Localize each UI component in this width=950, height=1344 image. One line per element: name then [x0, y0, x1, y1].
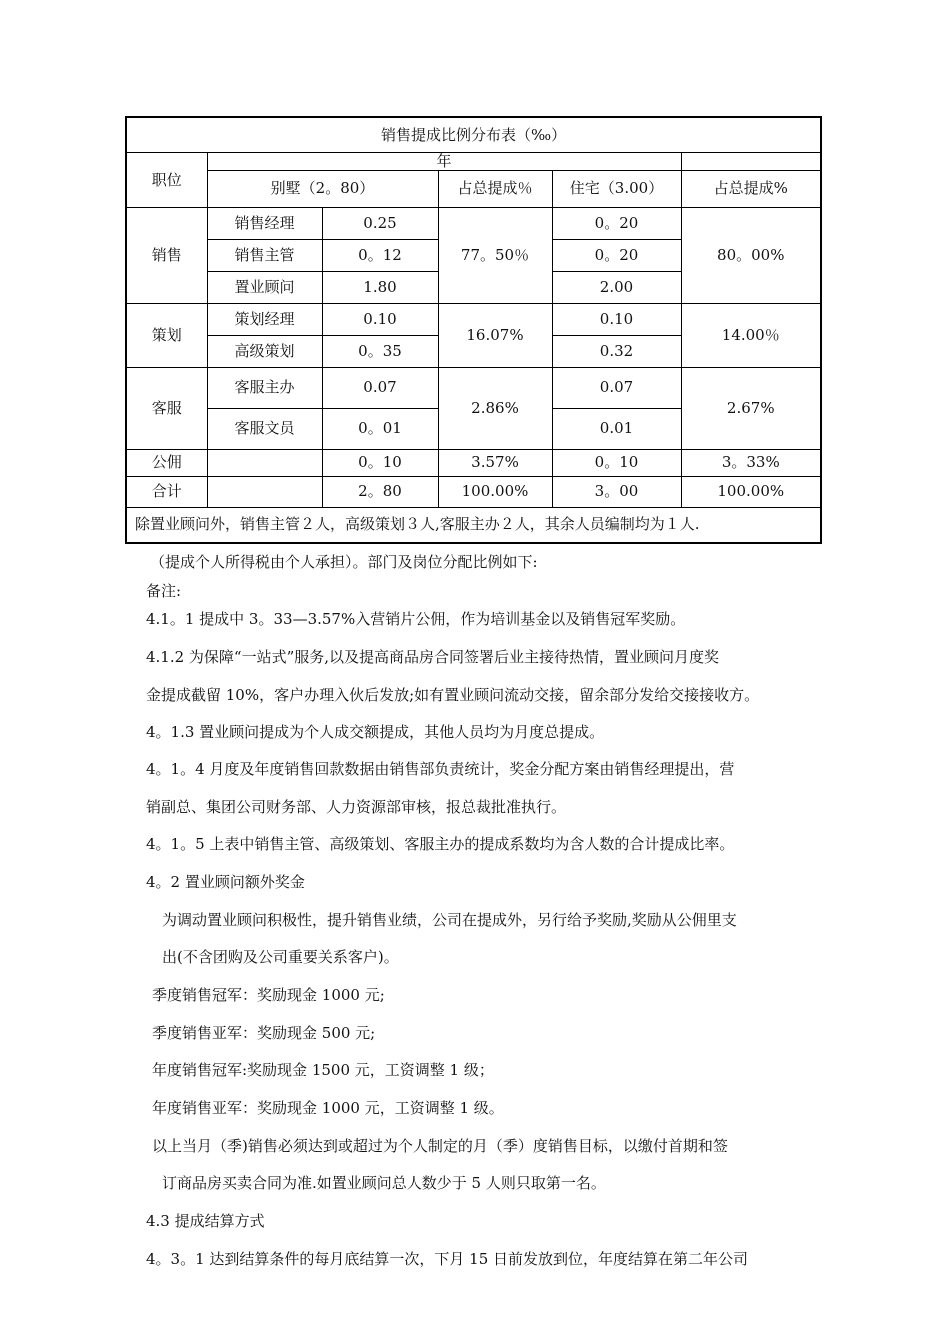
empty-cell	[207, 476, 322, 507]
paragraph-line: 备注:	[146, 582, 182, 600]
group-label-sales: 销售	[126, 207, 207, 303]
house-share-cell: 14.00％	[681, 303, 821, 367]
house-rate-cell: 0.01	[552, 408, 681, 449]
villa-rate-cell: 0.07	[322, 367, 438, 408]
villa-rate-cell: 0。12	[322, 239, 438, 271]
empty-cell	[207, 449, 322, 476]
house-rate-cell: 0。20	[552, 239, 681, 271]
paragraph-line: 年度销售冠军:奖励现金 1500 元，工资调整 1 级；	[152, 1061, 494, 1079]
house-rate-cell: 2.00	[552, 271, 681, 303]
role-cell: 策划经理	[207, 303, 322, 335]
house-share-cell: 2.67%	[681, 367, 821, 449]
house-header: 住宅（3.00）	[552, 170, 681, 207]
commission-rate-table	[125, 116, 822, 544]
paragraph-line: 为调动置业顾问积极性，提升销售业绩，公司在提成外，另行给予奖励,奖励从公佣里支	[162, 911, 737, 929]
house-share-cell: 100.00%	[681, 476, 821, 507]
role-cell: 销售主管	[207, 239, 322, 271]
table-title: 销售提成比例分布表（‰）	[126, 117, 821, 153]
house-rate-cell: 0.32	[552, 335, 681, 367]
villa-rate-cell: 0。35	[322, 335, 438, 367]
group-label-service: 客服	[126, 367, 207, 449]
role-cell: 置业顾问	[207, 271, 322, 303]
villa-rate-cell: 0.25	[322, 207, 438, 239]
paragraph-line: 4.1。1 提成中 3。33—3.57%入营销片公佣，作为培训基金以及销售冠军奖励。	[146, 610, 686, 628]
house-rate-cell: 0。20	[552, 207, 681, 239]
villa-rate-cell: 1.80	[322, 271, 438, 303]
house-rate-cell: 0.07	[552, 367, 681, 408]
house-share-cell: 3。33%	[681, 449, 821, 476]
table-note: 除置业顾问外，销售主管２人，高级策划３人,客服主办２人，其余人员编制均为１人.	[126, 507, 821, 543]
house-rate-cell: 0。10	[552, 449, 681, 476]
table-row	[126, 476, 821, 507]
paragraph-line: 金提成截留 10%，客户办理入伙后发放;如有置业顾问流动交接，留余部分发给交接接收方。	[146, 686, 760, 704]
house-share-header: 占总提成%	[681, 170, 821, 207]
role-cell: 客服主办	[207, 367, 322, 408]
commission-pool-label: 公佣	[126, 449, 207, 476]
role-cell: 销售经理	[207, 207, 322, 239]
paragraph-line: 4.1.2 为保障“一站式”服务,以及提高商品房合同签署后业主接待热情，置业顾问月度奖	[146, 648, 720, 666]
paragraph-line: 以上当月（季)销售必须达到或超过为个人制定的月（季）度销售目标，以缴付首期和签	[152, 1137, 728, 1155]
paragraph-line: 4。1。5 上表中销售主管、高级策划、客服主办的提成系数均为含人数的合计提成比率。	[146, 835, 735, 853]
villa-rate-cell: 0。10	[322, 449, 438, 476]
table-row	[126, 207, 821, 239]
house-rate-cell: 0.10	[552, 303, 681, 335]
villa-rate-cell: 0。01	[322, 408, 438, 449]
house-rate-cell: 3。00	[552, 476, 681, 507]
paragraph-line: 年度销售亚军：奖励现金 1000 元，工资调整 1 级。	[152, 1099, 504, 1117]
year-blank-cell	[681, 153, 821, 171]
villa-share-cell: 77。50％	[438, 207, 552, 303]
villa-rate-cell: 0.10	[322, 303, 438, 335]
villa-header: 别墅（2。80）	[207, 170, 438, 207]
group-label-planning: 策划	[126, 303, 207, 367]
villa-share-cell: 16.07%	[438, 303, 552, 367]
villa-share-cell: 100.00%	[438, 476, 552, 507]
villa-share-header: 占总提成％	[438, 170, 552, 207]
total-label: 合计	[126, 476, 207, 507]
paragraph-line: 4。1。4 月度及年度销售回款数据由销售部负责统计，奖金分配方案由销售经理提出，营	[146, 760, 735, 778]
section-heading: 4。2 置业顾问额外奖金	[146, 873, 305, 891]
table-row	[126, 303, 821, 335]
year-label: 年	[207, 153, 681, 171]
role-cell: 客服文员	[207, 408, 322, 449]
paragraph-line: （提成个人所得税由个人承担）。部门及岗位分配比例如下:	[150, 553, 538, 571]
role-cell: 高级策划	[207, 335, 322, 367]
paragraph-line: 季度销售冠军：奖励现金 1000 元;	[152, 986, 385, 1004]
villa-share-cell: 3.57%	[438, 449, 552, 476]
paragraph-line: 4。3。1 达到结算条件的每月底结算一次，下月 15 日前发放到位，年度结算在第二年公司	[146, 1250, 749, 1268]
paragraph-line: 订商品房买卖合同为准.如置业顾问总人数少于 5 人则只取第一名。	[162, 1174, 606, 1192]
section-heading: 4.3 提成结算方式	[146, 1212, 265, 1230]
house-share-cell: 80。00%	[681, 207, 821, 303]
table-row	[126, 367, 821, 408]
paragraph-line: 季度销售亚军：奖励现金 500 元;	[152, 1024, 376, 1042]
position-header: 职位	[126, 153, 207, 208]
villa-share-cell: 2.86%	[438, 367, 552, 449]
paragraph-line: 销副总、集团公司财务部、人力资源部审核，报总裁批准执行。	[146, 798, 567, 816]
table-row	[126, 449, 821, 476]
paragraph-line: 4。1.3 置业顾问提成为个人成交额提成，其他人员均为月度总提成。	[146, 723, 605, 741]
villa-rate-cell: 2。80	[322, 476, 438, 507]
paragraph-line: 出(不含团购及公司重要关系客户)。	[162, 948, 399, 966]
